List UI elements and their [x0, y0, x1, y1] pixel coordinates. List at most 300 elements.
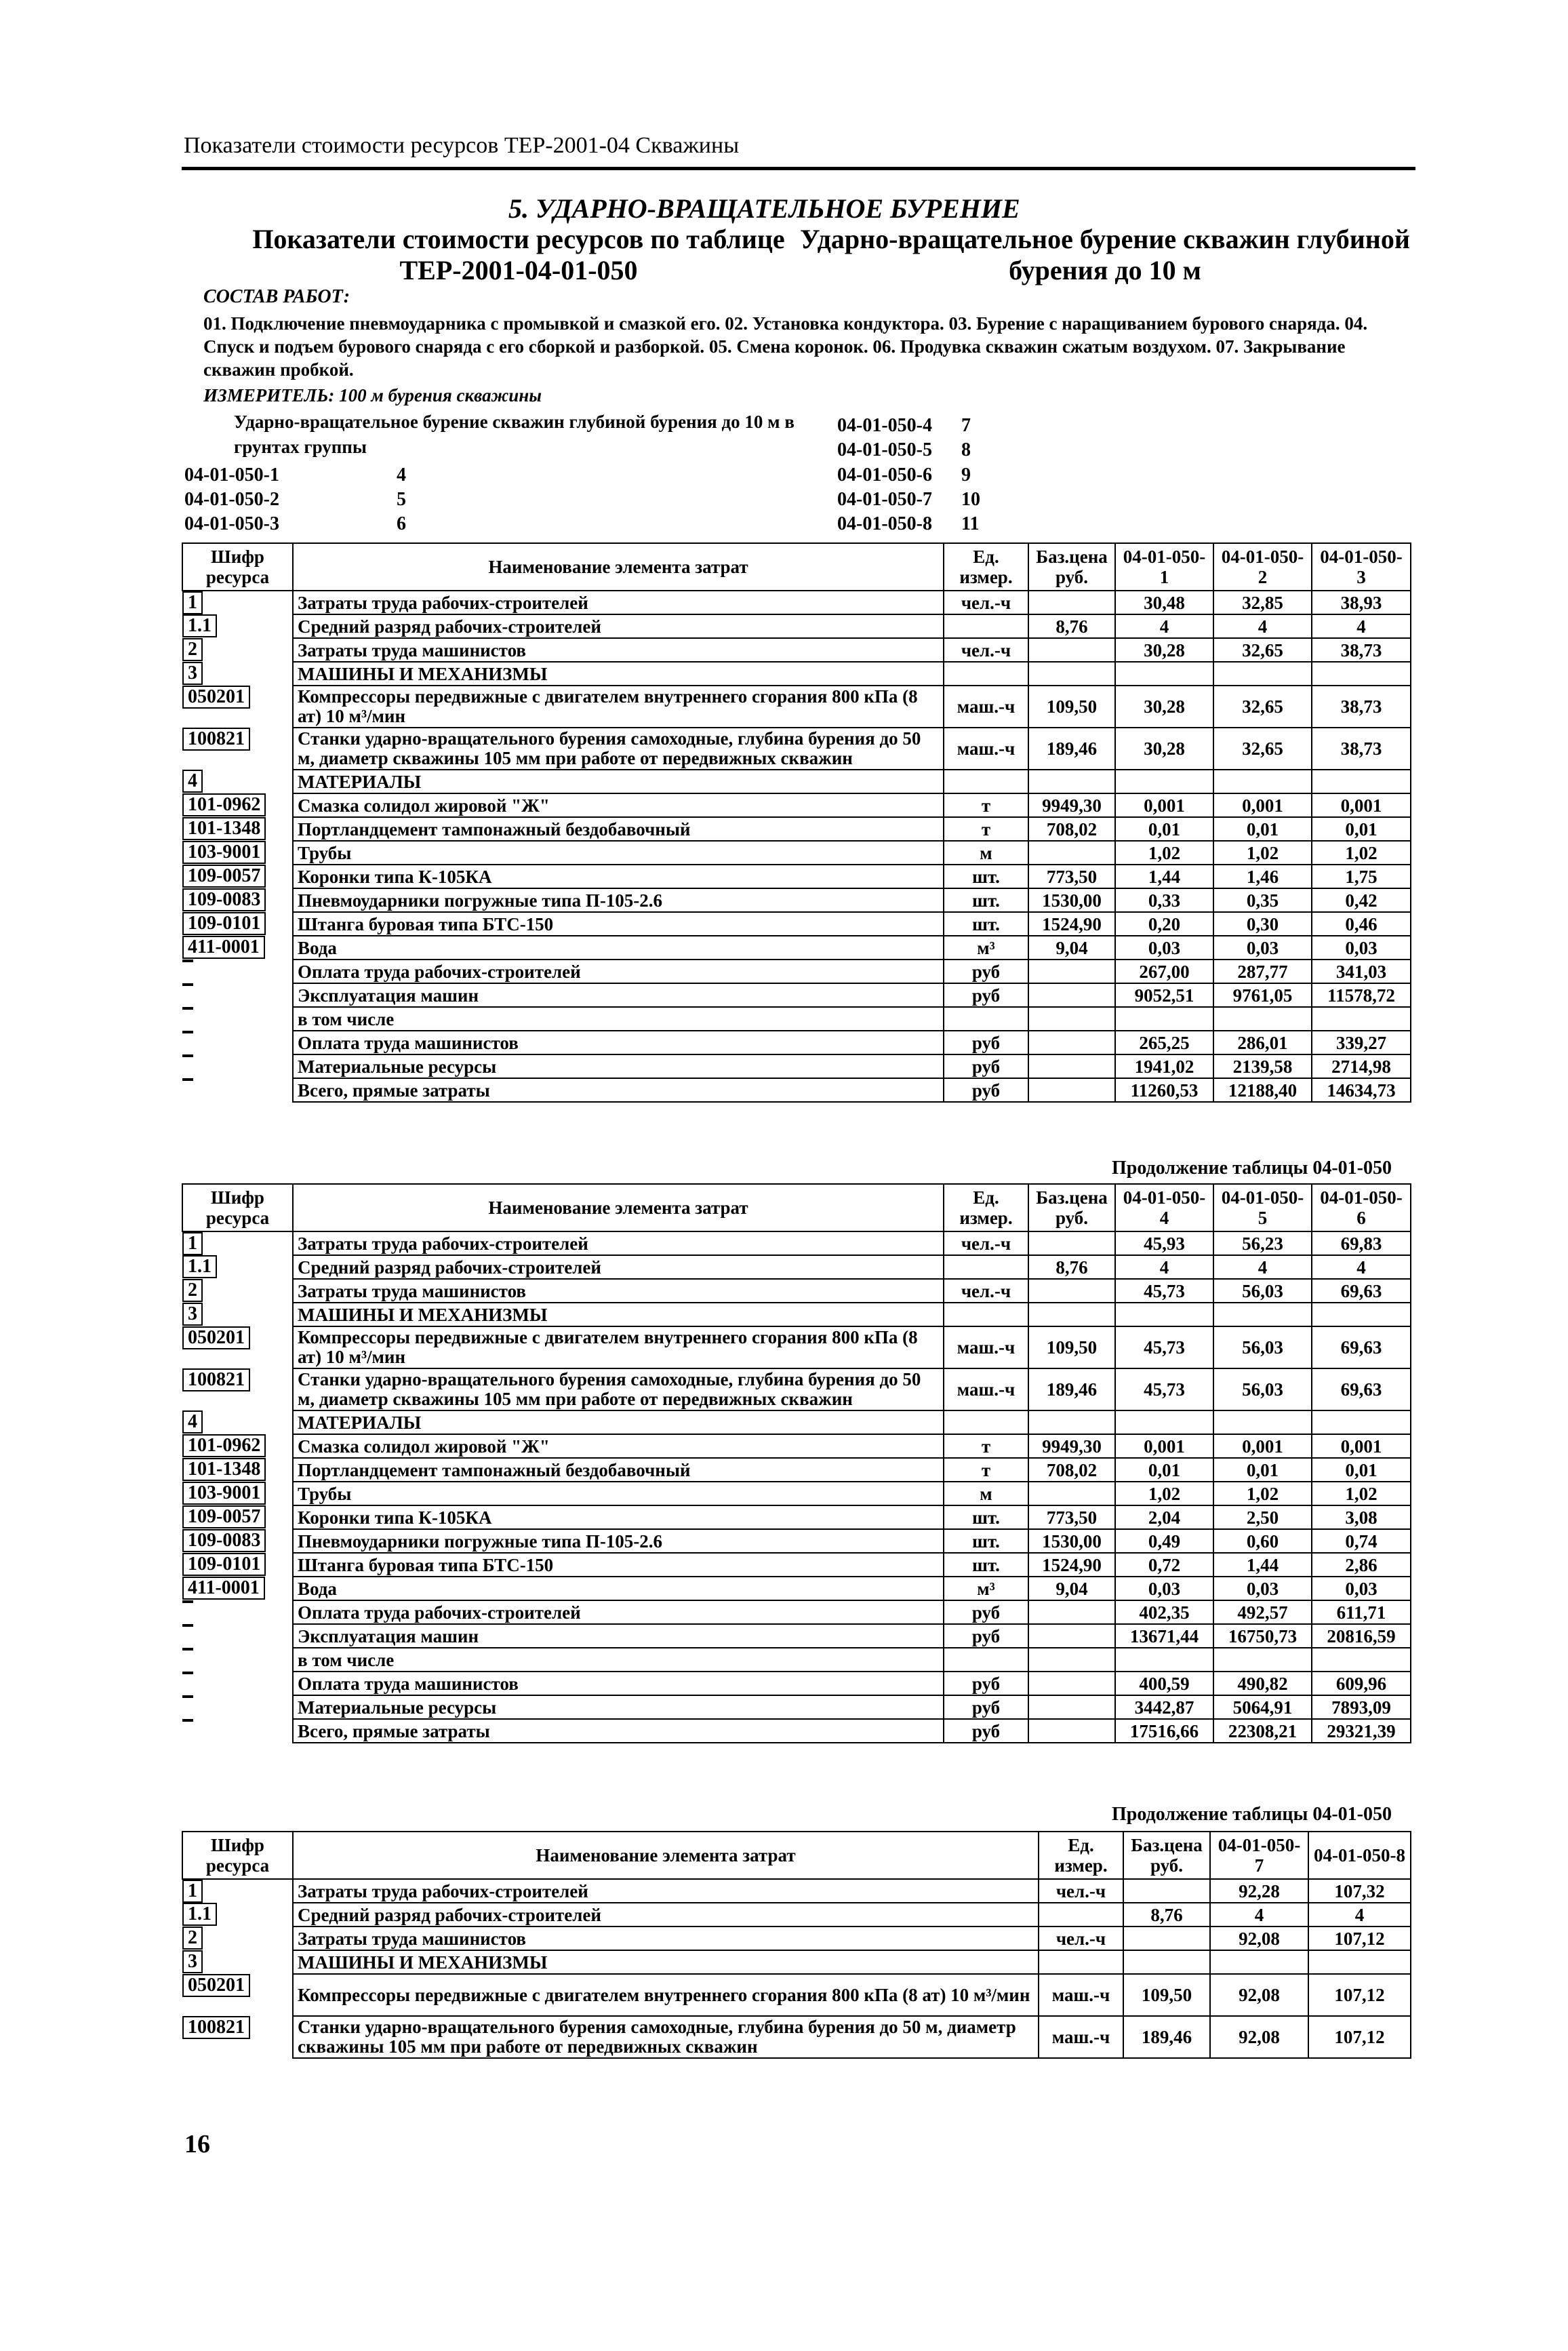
value-cell: 0,35	[1213, 888, 1312, 912]
value-cell: 4	[1312, 614, 1411, 638]
value-cell: 4	[1312, 1255, 1411, 1279]
name-cell: МАТЕРИАЛЫ	[293, 1410, 944, 1434]
value-cell: 38,93	[1312, 591, 1411, 614]
index-title-left: Показатели стоимости ресурсов по таблице ТЕР-2001-04-01-050	[252, 224, 785, 285]
name-cell: Пневмоударники погружные типа П-105-2.6	[293, 888, 944, 912]
cost-table-3	[182, 1831, 1411, 2059]
code-cell: 1	[182, 1232, 203, 1255]
unit-cell: шт.	[944, 1553, 1028, 1577]
price-cell: 1524,90	[1028, 1553, 1115, 1577]
code-cell	[182, 1624, 193, 1627]
table-row	[182, 960, 1411, 983]
price-cell: 708,02	[1028, 817, 1115, 841]
table-row	[182, 1672, 1411, 1695]
name-cell: МАШИНЫ И МЕХАНИЗМЫ	[293, 662, 944, 686]
header-column: 04-01-050-1	[1115, 543, 1213, 591]
unit-cell: руб	[944, 960, 1028, 983]
name-cell: Оплата труда машинистов	[293, 1031, 944, 1054]
table-row	[182, 728, 1411, 770]
table-row	[182, 1031, 1411, 1054]
table-row	[182, 865, 1411, 888]
table-row	[182, 686, 1411, 728]
name-cell: Всего, прямые затраты	[293, 1078, 944, 1102]
value-cell: 92,28	[1210, 1879, 1308, 1903]
value-cell: 287,77	[1213, 960, 1312, 983]
unit-cell: руб	[944, 983, 1028, 1007]
code-cell	[182, 1078, 193, 1081]
value-cell	[1312, 662, 1411, 686]
unit-cell	[944, 1007, 1028, 1031]
unit-cell: т	[944, 817, 1028, 841]
table-row	[182, 1505, 1411, 1529]
table-row	[182, 1879, 1411, 1903]
value-cell: 11578,72	[1312, 983, 1411, 1007]
code-cell: 109-0083	[182, 1529, 266, 1552]
value-cell: 0,03	[1213, 936, 1312, 960]
price-cell	[1028, 1303, 1115, 1326]
measure-label: ИЗМЕРИТЕЛЬ: 100 м бурения скважины	[203, 385, 542, 406]
unit-cell	[944, 1255, 1028, 1279]
value-cell	[1115, 770, 1213, 793]
price-cell	[1028, 1231, 1115, 1255]
table-body	[182, 1231, 1411, 1743]
name-cell: Затраты труда рабочих-строителей	[293, 1879, 1039, 1903]
table-row	[182, 1279, 1411, 1303]
header-price: Баз.цена руб.	[1028, 543, 1115, 591]
cost-table-1	[182, 542, 1411, 1103]
price-cell: 189,46	[1028, 728, 1115, 770]
page-number: 16	[184, 2130, 210, 2158]
table-row	[182, 1410, 1411, 1434]
value-cell	[1115, 1007, 1213, 1031]
value-cell	[1312, 1410, 1411, 1434]
value-cell: 30,28	[1115, 638, 1213, 662]
value-cell: 0,01	[1213, 817, 1312, 841]
name-cell: Компрессоры передвижные с двигателем внутреннего сгорания 800 кПа (8 ат) 10 м³/мин	[293, 1974, 1039, 2016]
value-cell: 2714,98	[1312, 1054, 1411, 1078]
header-code: Шифр ресурса	[182, 1832, 293, 1879]
value-cell: 0,001	[1115, 1434, 1213, 1458]
value-cell: 14634,73	[1312, 1078, 1411, 1102]
code-cell: 1	[182, 591, 203, 614]
code-cell: 101-1348	[182, 817, 266, 840]
value-cell: 1,75	[1312, 865, 1411, 888]
code-group: 10	[961, 489, 980, 510]
code-cell: 109-0083	[182, 888, 266, 911]
value-cell	[1312, 770, 1411, 793]
code-cell: 109-0101	[182, 912, 266, 935]
price-cell: 1530,00	[1028, 888, 1115, 912]
price-cell: 189,46	[1123, 2016, 1210, 2058]
code-cell: 103-9001	[182, 1482, 266, 1505]
value-cell: 0,001	[1312, 1434, 1411, 1458]
value-cell: 13671,44	[1115, 1624, 1213, 1648]
code-cell: 109-0101	[182, 1553, 266, 1576]
value-cell: 1,02	[1115, 1482, 1213, 1505]
table-row	[182, 841, 1411, 865]
table-row	[182, 1007, 1411, 1031]
price-cell	[1028, 638, 1115, 662]
code-cell: 2	[182, 1927, 203, 1950]
header-rule	[182, 167, 1415, 170]
code-cell: 4	[182, 770, 203, 793]
price-cell: 109,50	[1028, 1326, 1115, 1368]
code-cell: 100821	[182, 728, 250, 751]
header-price: Баз.цена руб.	[1123, 1832, 1210, 1879]
value-cell: 286,01	[1213, 1031, 1312, 1054]
name-cell: Материальные ресурсы	[293, 1695, 944, 1719]
value-cell: 30,28	[1115, 728, 1213, 770]
header-column: 04-01-050-6	[1312, 1184, 1411, 1231]
value-cell: 0,20	[1115, 912, 1213, 936]
unit-cell	[1039, 1903, 1123, 1927]
price-cell: 109,50	[1123, 1974, 1210, 2016]
name-cell: Станки ударно-вращательного бурения самоходные, глубина бурения до 50 м, диаметр скважины 105 мм при работе от передвижных скважин	[293, 728, 944, 770]
value-cell: 0,01	[1213, 1458, 1312, 1482]
code-cell: 050201	[182, 1326, 250, 1349]
table-row	[182, 1553, 1411, 1577]
price-cell	[1028, 1624, 1115, 1648]
header-name: Наименование элемента затрат	[293, 1184, 944, 1231]
header-column: 04-01-050-4	[1115, 1184, 1213, 1231]
value-cell: 0,03	[1115, 1577, 1213, 1600]
value-cell	[1115, 1648, 1213, 1672]
name-cell: Затраты труда машинистов	[293, 1927, 1039, 1950]
table-row	[182, 1927, 1411, 1950]
price-cell: 9949,30	[1028, 793, 1115, 817]
cost-table-2	[182, 1183, 1411, 1743]
name-cell: Оплата труда рабочих-строителей	[293, 960, 944, 983]
unit-cell: маш.-ч	[1039, 2016, 1123, 2058]
table-row	[182, 1231, 1411, 1255]
value-cell	[1115, 1303, 1213, 1326]
value-cell: 2,86	[1312, 1553, 1411, 1577]
name-cell: Эксплуатация машин	[293, 1624, 944, 1648]
unit-cell: м³	[944, 936, 1028, 960]
price-cell	[1028, 1410, 1115, 1434]
value-cell: 107,12	[1308, 1927, 1411, 1950]
price-cell	[1028, 1648, 1115, 1672]
name-cell: Эксплуатация машин	[293, 983, 944, 1007]
price-cell	[1028, 770, 1115, 793]
unit-cell: т	[944, 793, 1028, 817]
value-cell: 0,72	[1115, 1553, 1213, 1577]
price-cell	[1028, 662, 1115, 686]
value-cell: 341,03	[1312, 960, 1411, 983]
value-cell: 5064,91	[1213, 1695, 1312, 1719]
value-cell: 11260,53	[1115, 1078, 1213, 1102]
value-cell: 0,03	[1312, 1577, 1411, 1600]
header-column: 04-01-050-7	[1210, 1832, 1308, 1879]
name-cell: МАШИНЫ И МЕХАНИЗМЫ	[293, 1303, 944, 1326]
code-cell: 1.1	[182, 614, 217, 637]
price-cell: 9949,30	[1028, 1434, 1115, 1458]
value-cell	[1308, 1950, 1411, 1974]
unit-cell: руб	[944, 1054, 1028, 1078]
unit-cell: шт.	[944, 1505, 1028, 1529]
table-row	[182, 1974, 1411, 2016]
value-cell: 69,63	[1312, 1368, 1411, 1410]
price-cell: 109,50	[1028, 686, 1115, 728]
unit-cell: м³	[944, 1577, 1028, 1600]
unit-cell: руб	[944, 1078, 1028, 1102]
name-cell: Смазка солидол жировой "Ж"	[293, 1434, 944, 1458]
price-cell	[1123, 1927, 1210, 1950]
value-cell	[1312, 1007, 1411, 1031]
table-row	[182, 817, 1411, 841]
value-cell: 30,48	[1115, 591, 1213, 614]
value-cell: 0,001	[1115, 793, 1213, 817]
code-cell	[182, 1648, 193, 1651]
table-row	[182, 1695, 1411, 1719]
header-name: Наименование элемента затрат	[293, 1832, 1039, 1879]
code-group: 6	[397, 513, 406, 534]
price-cell	[1028, 1695, 1115, 1719]
value-cell: 1,02	[1213, 1482, 1312, 1505]
code-cell: 2	[182, 1279, 203, 1302]
unit-cell: шт.	[944, 888, 1028, 912]
code-cell: 2	[182, 638, 203, 661]
value-cell: 12188,40	[1213, 1078, 1312, 1102]
unit-cell: чел.-ч	[1039, 1879, 1123, 1903]
value-cell: 107,12	[1308, 1974, 1411, 2016]
table-row	[182, 1434, 1411, 1458]
name-cell: Компрессоры передвижные с двигателем внутреннего сгорания 800 кПа (8 ат) 10 м³/мин	[293, 686, 944, 728]
code-item: 04-01-050-4	[837, 415, 932, 436]
value-cell: 38,73	[1312, 686, 1411, 728]
table-row	[182, 1458, 1411, 1482]
value-cell: 0,33	[1115, 888, 1213, 912]
index-title-right: Ударно-вращательное бурение скважин глубиной бурения до 10 м	[800, 224, 1410, 285]
unit-cell: руб	[944, 1672, 1028, 1695]
table-body	[182, 1879, 1411, 2058]
price-cell: 8,76	[1123, 1903, 1210, 1927]
unit-cell: т	[944, 1434, 1028, 1458]
table-row	[182, 1903, 1411, 1927]
value-cell: 69,83	[1312, 1231, 1411, 1255]
price-cell	[1123, 1879, 1210, 1903]
value-cell: 38,73	[1312, 638, 1411, 662]
table-row	[182, 614, 1411, 638]
name-cell: Оплата труда рабочих-строителей	[293, 1600, 944, 1624]
table-row	[182, 1600, 1411, 1624]
table-header-row	[182, 1832, 1411, 1879]
code-item: 04-01-050-7	[837, 489, 932, 510]
unit-cell: чел.-ч	[944, 1231, 1028, 1255]
code-group: 7	[961, 415, 971, 436]
code-group: 8	[961, 439, 971, 460]
code-cell: 101-0962	[182, 793, 266, 816]
name-cell: Коронки типа К-105КА	[293, 865, 944, 888]
value-cell: 0,03	[1115, 936, 1213, 960]
name-cell: в том числе	[293, 1007, 944, 1031]
name-cell: Трубы	[293, 1482, 944, 1505]
code-cell	[182, 983, 193, 986]
code-group: 9	[961, 465, 971, 486]
name-cell: Портландцемент тампонажный бездобавочный	[293, 817, 944, 841]
header-price: Баз.цена руб.	[1028, 1184, 1115, 1231]
price-cell: 1524,90	[1028, 912, 1115, 936]
price-cell	[1028, 1279, 1115, 1303]
value-cell	[1210, 1950, 1308, 1974]
unit-cell: маш.-ч	[944, 728, 1028, 770]
value-cell: 32,65	[1213, 728, 1312, 770]
value-cell: 1,02	[1312, 841, 1411, 865]
code-cell: 109-0057	[182, 1505, 266, 1528]
code-cell: 1.1	[182, 1903, 217, 1926]
value-cell	[1213, 1007, 1312, 1031]
value-cell: 69,63	[1312, 1279, 1411, 1303]
unit-cell: шт.	[944, 865, 1028, 888]
value-cell: 0,01	[1312, 817, 1411, 841]
value-cell: 0,74	[1312, 1529, 1411, 1553]
value-cell: 4	[1213, 614, 1312, 638]
name-cell: Оплата труда машинистов	[293, 1672, 944, 1695]
value-cell: 2,50	[1213, 1505, 1312, 1529]
value-cell: 1,02	[1213, 841, 1312, 865]
code-cell	[182, 1031, 193, 1033]
price-cell: 8,76	[1028, 1255, 1115, 1279]
code-cell: 4	[182, 1410, 203, 1434]
code-cell: 100821	[182, 1368, 250, 1391]
value-cell: 107,32	[1308, 1879, 1411, 1903]
unit-cell: маш.-ч	[944, 1326, 1028, 1368]
code-cell: 109-0057	[182, 865, 266, 888]
value-cell	[1213, 1410, 1312, 1434]
code-cell: 050201	[182, 1974, 250, 1997]
code-cell: 3	[182, 662, 203, 685]
value-cell: 339,27	[1312, 1031, 1411, 1054]
name-cell: Вода	[293, 936, 944, 960]
price-cell: 773,50	[1028, 1505, 1115, 1529]
value-cell: 1,02	[1115, 841, 1213, 865]
value-cell: 30,28	[1115, 686, 1213, 728]
price-cell	[1028, 960, 1115, 983]
name-cell: Средний разряд рабочих-строителей	[293, 1903, 1039, 1927]
name-cell: Вода	[293, 1577, 944, 1600]
unit-cell: м	[944, 841, 1028, 865]
value-cell: 1,46	[1213, 865, 1312, 888]
value-cell	[1312, 1303, 1411, 1326]
price-cell	[1028, 1054, 1115, 1078]
code-cell: 103-9001	[182, 841, 266, 864]
price-cell	[1028, 591, 1115, 614]
code-cell	[182, 1007, 193, 1010]
value-cell: 2139,58	[1213, 1054, 1312, 1078]
code-item: 04-01-050-5	[837, 439, 932, 460]
code-cell	[182, 1054, 193, 1057]
code-cell	[182, 1600, 193, 1603]
header-column: 04-01-050-2	[1213, 543, 1312, 591]
unit-cell: маш.-ч	[944, 1368, 1028, 1410]
unit-cell: руб	[944, 1031, 1028, 1054]
work-composition-label: СОСТАВ РАБОТ:	[203, 286, 350, 307]
unit-cell: руб	[944, 1695, 1028, 1719]
code-cell: 3	[182, 1950, 203, 1973]
name-cell: МАШИНЫ И МЕХАНИЗМЫ	[293, 1950, 1039, 1974]
value-cell: 56,03	[1213, 1279, 1312, 1303]
table-row	[182, 1054, 1411, 1078]
value-cell: 92,08	[1210, 1974, 1308, 2016]
header-unit: Ед. измер.	[1039, 1832, 1123, 1879]
name-cell: Пневмоударники погружные типа П-105-2.6	[293, 1529, 944, 1553]
table-row	[182, 1368, 1411, 1410]
value-cell: 45,73	[1115, 1368, 1213, 1410]
value-cell: 3,08	[1312, 1505, 1411, 1529]
header-name: Наименование элемента затрат	[293, 543, 944, 591]
value-cell	[1213, 662, 1312, 686]
value-cell: 32,85	[1213, 591, 1312, 614]
unit-cell: чел.-ч	[944, 1279, 1028, 1303]
table-row	[182, 638, 1411, 662]
value-cell: 0,001	[1312, 793, 1411, 817]
table-row	[182, 2016, 1411, 2058]
value-cell: 0,03	[1213, 1577, 1312, 1600]
value-cell	[1213, 1303, 1312, 1326]
work-composition-text: 01. Подключение пневмоударника с промывкой и смазкой его. 02. Установка кондуктора. 03. Бурение с наращиванием бурового снаряда. 04. Спуск и подъем бурового снаряда с его сборкой и разборкой. 05. Смена коронок. 06. Продувка скважин сжатым воздухом. 07. Закрывание скважин пробкой.	[203, 313, 1368, 380]
unit-cell	[1039, 1950, 1123, 1974]
name-cell: Затраты труда машинистов	[293, 638, 944, 662]
value-cell: 9052,51	[1115, 983, 1213, 1007]
code-item: 04-01-050-6	[837, 465, 932, 486]
code-cell	[182, 1672, 193, 1674]
price-cell: 9,04	[1028, 1577, 1115, 1600]
price-cell	[1028, 1600, 1115, 1624]
unit-cell: м	[944, 1482, 1028, 1505]
unit-cell: руб	[944, 1719, 1028, 1743]
table-row	[182, 1648, 1411, 1672]
table-row	[182, 1950, 1411, 1974]
table-row	[182, 1255, 1411, 1279]
table-row	[182, 1303, 1411, 1326]
table-row	[182, 1078, 1411, 1102]
code-cell: 101-0962	[182, 1434, 266, 1457]
value-cell: 38,73	[1312, 728, 1411, 770]
unit-cell	[944, 614, 1028, 638]
value-cell: 1,02	[1312, 1482, 1411, 1505]
value-cell: 22308,21	[1213, 1719, 1312, 1743]
value-cell: 32,65	[1213, 686, 1312, 728]
price-cell	[1028, 983, 1115, 1007]
table-row	[182, 1529, 1411, 1553]
name-cell: Станки ударно-вращательного бурения самоходные, глубина бурения до 50 м, диаметр скважины 105 мм при работе от передвижных скважин	[293, 1368, 944, 1410]
name-cell: Затраты труда рабочих-строителей	[293, 591, 944, 614]
header-unit: Ед. измер.	[944, 543, 1028, 591]
unit-cell: маш.-ч	[944, 686, 1028, 728]
unit-cell: чел.-ч	[944, 591, 1028, 614]
price-cell	[1028, 1007, 1115, 1031]
name-cell: Средний разряд рабочих-строителей	[293, 614, 944, 638]
table-row	[182, 793, 1411, 817]
price-cell	[1028, 1482, 1115, 1505]
unit-cell	[944, 1410, 1028, 1434]
table-row	[182, 770, 1411, 793]
table-header-row	[182, 1184, 1411, 1231]
value-cell: 402,35	[1115, 1600, 1213, 1624]
table-body	[182, 591, 1411, 1102]
value-cell: 611,71	[1312, 1600, 1411, 1624]
unit-cell	[944, 1648, 1028, 1672]
value-cell	[1115, 1410, 1213, 1434]
table-row	[182, 1719, 1411, 1743]
value-cell: 56,03	[1213, 1326, 1312, 1368]
value-cell: 45,73	[1115, 1279, 1213, 1303]
value-cell: 609,96	[1312, 1672, 1411, 1695]
price-cell: 773,50	[1028, 865, 1115, 888]
price-cell: 8,76	[1028, 614, 1115, 638]
unit-cell: шт.	[944, 1529, 1028, 1553]
value-cell	[1312, 1648, 1411, 1672]
